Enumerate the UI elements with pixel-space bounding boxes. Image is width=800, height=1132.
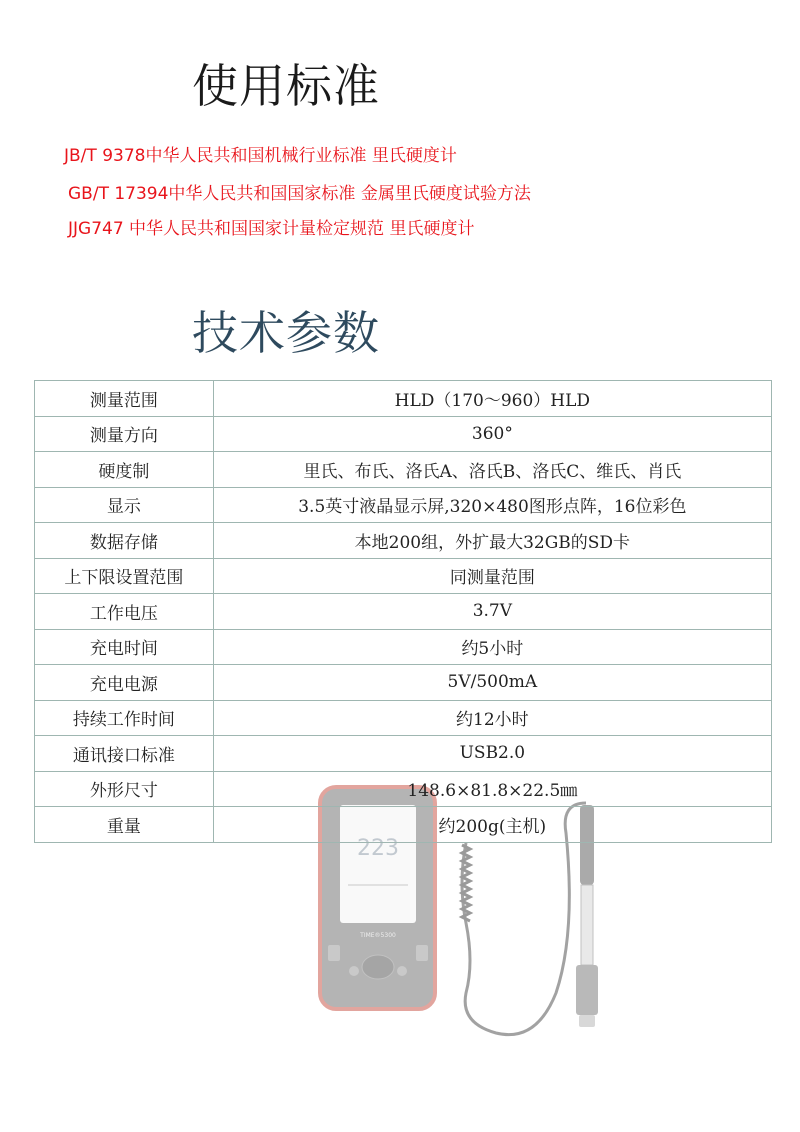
spec-value: 本地200组，外扩最大32GB的SD卡 [213, 523, 771, 559]
spec-label: 充电时间 [35, 629, 214, 665]
standard-item: JJG747 中华人民共和国国家计量检定规范 里氏硬度计 [68, 219, 475, 239]
spec-value: 约200g(主机) [213, 807, 771, 843]
spec-label: 充电电源 [35, 665, 214, 701]
spec-label: 通讯接口标准 [35, 736, 214, 772]
standard-item: JB/T 9378中华人民共和国机械行业标准 里氏硬度计 [64, 146, 457, 166]
spec-value: HLD（170～960）HLD [213, 381, 771, 417]
spec-label: 硬度制 [35, 452, 214, 488]
device-brand: TIME®5300 [360, 932, 396, 939]
table-row [35, 807, 772, 843]
spec-label: 持续工作时间 [35, 700, 214, 736]
spec-value: 同测量范围 [213, 558, 771, 594]
spec-label: 工作电压 [35, 594, 214, 630]
device-screen-reading: 223 [357, 836, 399, 861]
spec-table [34, 380, 772, 843]
table-row [35, 736, 772, 772]
table-row [35, 771, 772, 807]
spec-value: USB2.0 [213, 736, 771, 772]
standard-item: GB/T 17394中华人民共和国国家标准 金属里氏硬度试验方法 [68, 184, 531, 204]
table-row [35, 381, 772, 417]
params-title: 技术参数 [192, 306, 380, 360]
spec-value: 148.6×81.8×22.5㎜ [213, 771, 771, 807]
spec-value: 约5小时 [213, 629, 771, 665]
spec-value: 约12小时 [213, 700, 771, 736]
spec-label: 上下限设置范围 [35, 558, 214, 594]
spec-value: 5V/500mA [213, 665, 771, 701]
table-row [35, 558, 772, 594]
table-row [35, 452, 772, 488]
spec-label: 外形尺寸 [35, 771, 214, 807]
spec-value: 3.5英寸液晶显示屏,320×480图形点阵，16位彩色 [213, 487, 771, 523]
spec-label: 测量范围 [35, 381, 214, 417]
spec-label: 重量 [35, 807, 214, 843]
table-row [35, 523, 772, 559]
spec-value: 360° [213, 416, 771, 452]
table-row [35, 487, 772, 523]
table-row [35, 594, 772, 630]
table-row [35, 416, 772, 452]
table-row [35, 700, 772, 736]
table-row [35, 665, 772, 701]
spec-label: 显示 [35, 487, 214, 523]
spec-label: 测量方向 [35, 416, 214, 452]
table-row [35, 629, 772, 665]
spec-value: 里氏、布氏、洛氏A、洛氏B、洛氏C、维氏、肖氏 [213, 452, 771, 488]
standards-title: 使用标准 [192, 59, 380, 113]
spec-value: 3.7V [213, 594, 771, 630]
spec-label: 数据存储 [35, 523, 214, 559]
